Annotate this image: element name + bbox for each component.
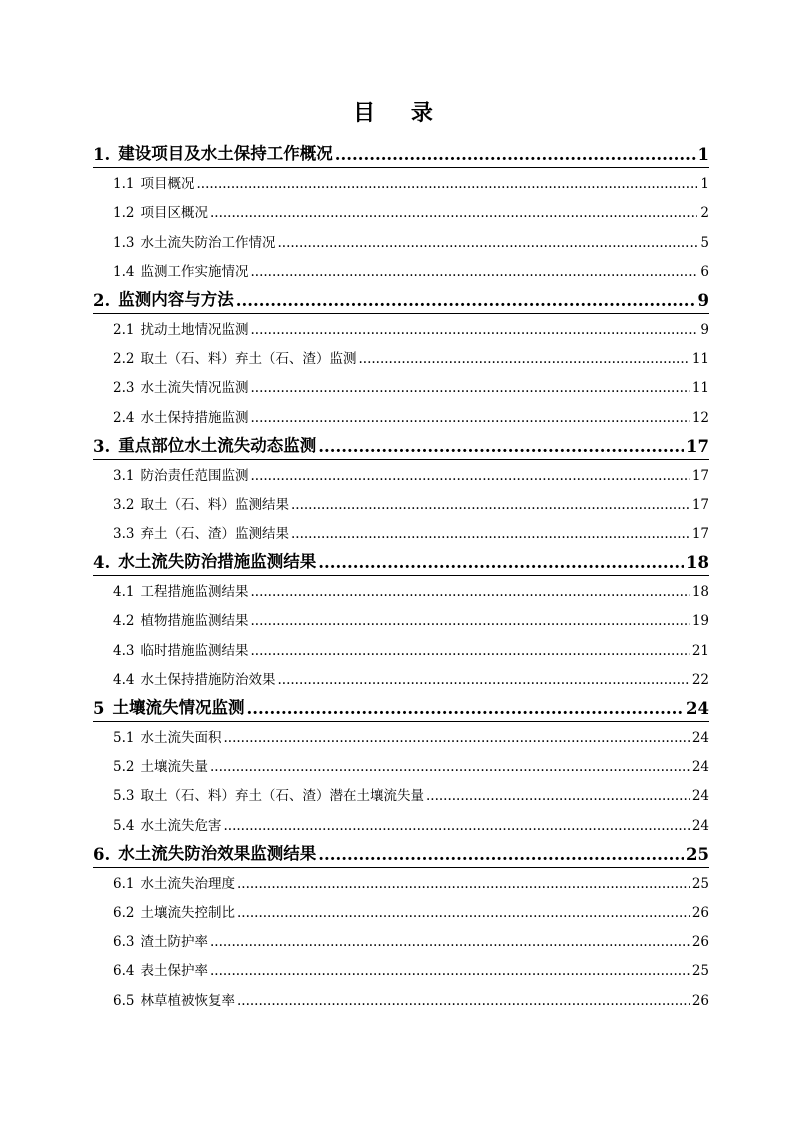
toc-entry-title: 渣土防护率 [140, 934, 208, 951]
toc-dot-leader [291, 526, 690, 542]
toc-entry-number: 5.4 [113, 817, 135, 834]
toc-entry-title: 土壤流失量 [140, 759, 208, 776]
toc-entry-number: 6.3 [113, 934, 135, 951]
toc-entry-page: 21 [691, 642, 709, 659]
toc-entry-page: 17 [691, 526, 709, 543]
toc-entry-page: 17 [686, 436, 709, 456]
toc-entry-number: 1.1 [113, 176, 135, 193]
toc-section-entry[interactable] [93, 460, 709, 489]
toc-entry-number: 5 [93, 698, 105, 718]
toc-entry-number: 2. [93, 290, 111, 310]
toc-dot-leader [250, 613, 689, 629]
toc-dot-leader [277, 672, 689, 688]
toc-entry-number: 1.2 [113, 205, 135, 222]
toc-section-entry[interactable] [93, 634, 709, 663]
toc-entry-page: 11 [691, 380, 709, 397]
toc-entry-page: 24 [686, 698, 709, 718]
table-of-contents [93, 139, 709, 1014]
toc-entry-page: 26 [691, 934, 709, 951]
toc-dot-leader [250, 410, 689, 426]
toc-entry-page: 17 [691, 496, 709, 513]
toc-entry-number: 1.4 [113, 263, 135, 280]
toc-entry-page: 26 [691, 904, 709, 921]
toc-dot-leader [246, 699, 684, 718]
toc-dot-leader [210, 759, 690, 775]
toc-dot-leader [237, 993, 690, 1009]
toc-entry-page: 24 [691, 817, 709, 834]
toc-entry-title: 表土保护率 [140, 963, 208, 980]
toc-section-entry[interactable] [93, 722, 709, 751]
toc-entry-page: 1 [697, 145, 709, 164]
toc-entry-title: 水土保持措施监测 [140, 409, 249, 426]
toc-entry-page: 11 [691, 351, 709, 368]
toc-entry-title: 工程措施监测结果 [140, 584, 249, 601]
toc-entry-title: 监测工作实施情况 [140, 263, 249, 280]
toc-entry-number: 5.3 [113, 788, 135, 805]
toc-entry-title: 防治责任范围监测 [140, 467, 249, 484]
toc-entry-page: 25 [691, 963, 709, 980]
toc-section-entry[interactable] [93, 518, 709, 547]
toc-entry-number: 1. [93, 145, 111, 164]
toc-dot-leader [426, 788, 690, 804]
toc-entry-page: 26 [691, 992, 709, 1009]
toc-entry-page: 19 [691, 613, 709, 630]
toc-section-entry[interactable] [93, 926, 709, 955]
toc-entry-number: 5.2 [113, 759, 135, 776]
toc-entry-title: 取土（石、料）弃土（石、渣）监测 [140, 351, 357, 368]
page-title: 目 录 [353, 100, 447, 126]
toc-entry-title: 水土流失危害 [140, 817, 222, 834]
toc-section-entry[interactable] [93, 197, 709, 226]
toc-entry-title: 水土流失防治效果监测结果 [118, 843, 317, 863]
toc-chapter-entry[interactable] [93, 139, 709, 168]
toc-entry-number: 2.2 [113, 351, 135, 368]
toc-entry-number: 6.5 [113, 992, 135, 1009]
toc-entry-number: 5.1 [113, 730, 135, 746]
toc-section-entry[interactable] [93, 664, 709, 693]
toc-entry-number: 3.3 [113, 526, 135, 543]
toc-entry-title: 土壤流失情况监测 [112, 697, 245, 717]
toc-section-entry[interactable] [93, 605, 709, 634]
toc-entry-page: 6 [700, 263, 709, 280]
toc-entry-page: 24 [691, 788, 709, 805]
toc-entry-title: 植物措施监测结果 [140, 613, 249, 630]
toc-dot-leader [210, 205, 697, 221]
toc-entry-title: 项目概况 [140, 176, 195, 193]
toc-dot-leader [250, 468, 689, 484]
toc-entry-page: 18 [691, 584, 709, 601]
toc-dot-leader [210, 963, 690, 979]
toc-section-entry[interactable] [93, 809, 709, 838]
toc-dot-leader [318, 437, 684, 456]
toc-entry-number: 2.3 [113, 380, 135, 397]
toc-dot-leader [250, 264, 697, 280]
toc-chapter-entry[interactable] [93, 547, 709, 576]
toc-entry-title: 林草植被恢复率 [140, 992, 235, 1009]
toc-section-entry[interactable] [93, 576, 709, 605]
toc-entry-page: 12 [691, 409, 709, 426]
toc-dot-leader [237, 905, 690, 921]
toc-entry-title: 监测内容与方法 [118, 289, 234, 309]
toc-dot-leader [335, 145, 696, 164]
toc-section-entry[interactable] [93, 868, 709, 897]
toc-entry-title: 水土流失治理度 [140, 875, 235, 892]
toc-dot-leader [250, 380, 689, 396]
toc-section-entry[interactable] [93, 751, 709, 780]
toc-entry-title: 水土保持措施防治效果 [140, 671, 276, 688]
toc-section-entry[interactable] [93, 955, 709, 984]
toc-entry-number: 4.1 [113, 584, 135, 601]
toc-entry-page: 5 [700, 234, 709, 251]
toc-entry-title: 水土流失防治工作情况 [140, 234, 276, 251]
toc-dot-leader [237, 876, 690, 892]
toc-section-entry[interactable] [93, 780, 709, 809]
toc-entry-title: 水土流失情况监测 [140, 380, 249, 397]
toc-entry-number: 3.1 [113, 467, 135, 484]
toc-dot-leader [291, 497, 690, 513]
toc-entry-page: 25 [691, 875, 709, 892]
toc-entry-number: 6.4 [113, 963, 135, 980]
toc-section-entry[interactable] [93, 226, 709, 255]
toc-section-entry[interactable] [93, 343, 709, 372]
toc-section-entry[interactable] [93, 168, 709, 197]
toc-chapter-entry[interactable] [93, 431, 709, 460]
toc-entry-page: 9 [697, 290, 709, 310]
toc-dot-leader [236, 291, 696, 310]
toc-entry-number: 1.3 [113, 234, 135, 251]
toc-section-entry[interactable] [93, 256, 709, 285]
toc-entry-title: 扰动土地情况监测 [140, 321, 249, 338]
toc-entry-page: 1 [700, 176, 709, 193]
toc-entry-title: 建设项目及水土保持工作概况 [118, 144, 333, 163]
toc-entry-title: 临时措施监测结果 [140, 642, 249, 659]
toc-entry-page: 18 [686, 553, 709, 573]
toc-entry-number: 4.3 [113, 642, 135, 659]
toc-entry-number: 6.2 [113, 904, 135, 921]
toc-dot-leader [250, 584, 689, 600]
toc-dot-leader [318, 553, 684, 572]
toc-entry-number: 2.4 [113, 409, 135, 426]
toc-entry-number: 3. [93, 436, 111, 456]
toc-dot-leader [223, 818, 689, 834]
toc-chapter-entry[interactable] [93, 693, 709, 722]
toc-entry-page: 25 [686, 844, 709, 864]
toc-entry-page: 24 [691, 759, 709, 776]
toc-section-entry[interactable] [93, 314, 709, 343]
toc-entry-number: 4.4 [113, 671, 135, 688]
toc-entry-title: 土壤流失控制比 [140, 904, 235, 921]
toc-entry-number: 4.2 [113, 613, 135, 630]
toc-entry-number: 3.2 [113, 496, 135, 513]
toc-section-entry[interactable] [93, 401, 709, 430]
toc-section-entry[interactable] [93, 372, 709, 401]
toc-entry-number: 6. [93, 844, 111, 864]
toc-dot-leader [318, 845, 684, 864]
toc-entry-page: 2 [700, 205, 709, 222]
toc-section-entry[interactable] [93, 489, 709, 518]
toc-entry-number: 2.1 [113, 321, 135, 338]
toc-entry-title: 取土（石、料）弃土（石、渣）潜在土壤流失量 [140, 788, 424, 805]
toc-dot-leader [223, 730, 689, 746]
toc-chapter-entry[interactable] [93, 839, 709, 868]
toc-entry-title: 取土（石、料）监测结果 [140, 496, 289, 513]
toc-entry-number: 4. [93, 553, 111, 573]
toc-entry-title: 水土流失面积 [140, 730, 222, 746]
toc-chapter-entry[interactable] [93, 285, 709, 314]
toc-entry-title: 重点部位水土流失动态监测 [118, 435, 317, 455]
toc-entry-title: 项目区概况 [140, 205, 208, 222]
toc-entry-page: 24 [691, 730, 709, 746]
toc-entry-title: 弃土（石、渣）监测结果 [140, 526, 289, 543]
toc-dot-leader [250, 322, 697, 338]
toc-entry-title: 水土流失防治措施监测结果 [118, 552, 317, 572]
toc-dot-leader [277, 235, 697, 251]
toc-dot-leader [358, 351, 689, 367]
toc-entry-page: 9 [700, 321, 709, 338]
toc-entry-page: 22 [691, 671, 709, 688]
toc-entry-page: 17 [691, 467, 709, 484]
toc-section-entry[interactable] [93, 897, 709, 926]
toc-dot-leader [250, 643, 689, 659]
toc-entry-number: 6.1 [113, 875, 135, 892]
toc-dot-leader [196, 176, 697, 192]
toc-section-entry[interactable] [93, 984, 709, 1013]
toc-dot-leader [210, 934, 690, 950]
